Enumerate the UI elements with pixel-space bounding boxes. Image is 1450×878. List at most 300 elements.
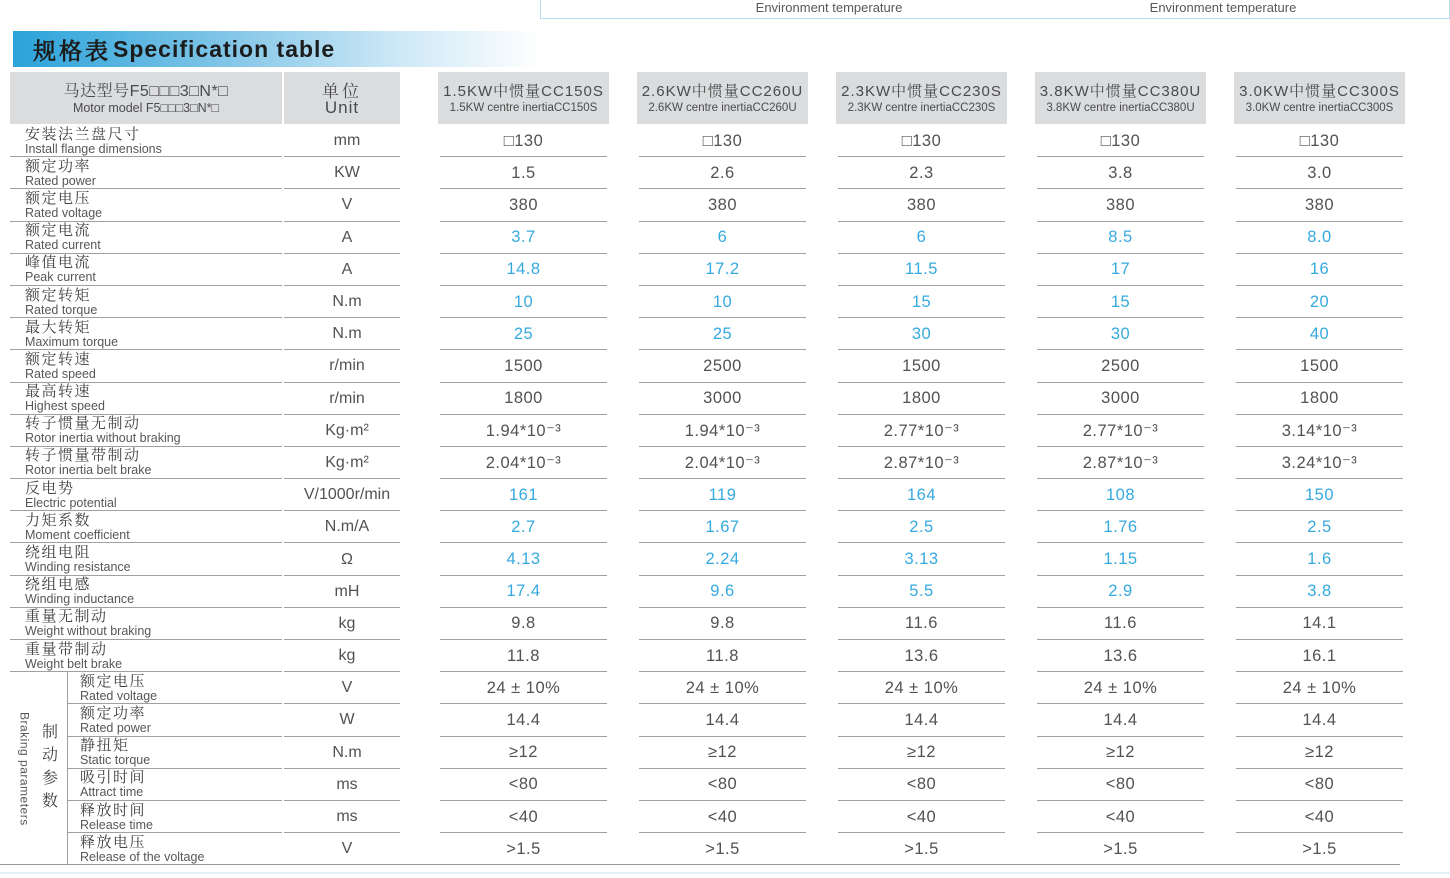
value-text: 1800 bbox=[504, 389, 543, 408]
value-cell bbox=[1021, 511, 1220, 543]
value-text: 161 bbox=[508, 485, 539, 504]
value-cell bbox=[623, 286, 822, 318]
value-text: 3.8 bbox=[1307, 582, 1332, 601]
value-cell bbox=[822, 350, 1021, 382]
value-text: 1500 bbox=[1300, 356, 1339, 375]
value-text: 24 ± 10% bbox=[1083, 678, 1158, 697]
braking-parameters-label-en: Braking parameters bbox=[17, 711, 32, 826]
value-text: >1.5 bbox=[705, 839, 740, 858]
row-unit-text: N.m bbox=[332, 293, 362, 311]
row-unit bbox=[282, 737, 412, 769]
row-label bbox=[10, 157, 282, 189]
value-cell bbox=[623, 254, 822, 286]
row-unit bbox=[282, 383, 412, 415]
row-label bbox=[10, 608, 282, 640]
value-cell bbox=[424, 511, 623, 543]
model-column-header-box bbox=[1035, 72, 1206, 124]
value-cell bbox=[822, 383, 1021, 415]
value-cell bbox=[822, 737, 1021, 769]
row-label-en: Rotor inertia belt brake bbox=[25, 463, 152, 478]
value-cell bbox=[1220, 479, 1419, 511]
row-unit-text: N.m bbox=[332, 325, 362, 343]
row-unit-text: r/min bbox=[329, 389, 365, 407]
value-cell bbox=[1220, 318, 1419, 350]
value-cell bbox=[1021, 704, 1220, 736]
value-cell bbox=[1220, 640, 1419, 672]
spacer bbox=[412, 72, 424, 125]
value-text: 11.8 bbox=[706, 646, 739, 665]
spacer bbox=[412, 189, 424, 221]
value-cell bbox=[1021, 479, 1220, 511]
value-cell bbox=[623, 350, 822, 382]
row-label bbox=[10, 415, 282, 447]
row-label bbox=[10, 511, 282, 543]
value-cell bbox=[424, 576, 623, 608]
row-unit bbox=[282, 189, 412, 221]
row-label-en: Install flange dimensions bbox=[25, 141, 162, 156]
row-unit-text: N.m/A bbox=[324, 518, 370, 536]
value-cell bbox=[822, 543, 1021, 575]
value-text: 8.5 bbox=[1108, 228, 1133, 247]
value-cell bbox=[424, 189, 623, 221]
value-text: 20 bbox=[1309, 292, 1330, 311]
value-cell bbox=[1220, 125, 1419, 157]
row-unit-text: A bbox=[341, 260, 353, 278]
row-unit-text: Kg·m² bbox=[325, 453, 369, 471]
value-text: <40 bbox=[906, 807, 937, 826]
value-cell bbox=[822, 833, 1021, 865]
value-text: 17 bbox=[1110, 260, 1131, 279]
value-text: 6 bbox=[916, 228, 927, 247]
value-text: ≥12 bbox=[509, 743, 538, 762]
model-column-header bbox=[822, 72, 1021, 125]
row-unit bbox=[282, 447, 412, 479]
model-column-header-box bbox=[438, 72, 609, 124]
braking-parameters-label-zh: 制动参数 bbox=[39, 722, 57, 815]
value-text: 16 bbox=[1309, 260, 1330, 279]
row-label-en: Highest speed bbox=[25, 399, 105, 414]
value-cell bbox=[1220, 447, 1419, 479]
value-text: 24 ± 10% bbox=[685, 678, 760, 697]
value-text: 2500 bbox=[703, 356, 742, 375]
value-cell bbox=[1021, 737, 1220, 769]
value-text: <40 bbox=[508, 807, 539, 826]
value-text: □130 bbox=[901, 131, 942, 150]
value-text: 16.1 bbox=[1302, 646, 1337, 665]
unit-header bbox=[282, 72, 412, 125]
spacer bbox=[412, 254, 424, 286]
row-label-en: Static torque bbox=[80, 753, 151, 768]
environment-box bbox=[540, 0, 1450, 19]
value-text: 2.3 bbox=[909, 163, 934, 182]
value-text: 2.77*10⁻³ bbox=[883, 421, 960, 440]
value-text: 1.6 bbox=[1307, 550, 1332, 569]
value-cell bbox=[424, 608, 623, 640]
model-column-header bbox=[1021, 72, 1220, 125]
value-text: 1.5 bbox=[511, 163, 536, 182]
model-column-header-zh: 2.6KW中惯量CC260U bbox=[641, 82, 804, 100]
value-text: 3.0 bbox=[1307, 163, 1332, 182]
value-cell bbox=[424, 157, 623, 189]
row-label-en: Electric potential bbox=[25, 495, 117, 510]
row-unit bbox=[282, 479, 412, 511]
row-label bbox=[10, 447, 282, 479]
value-text: 3.24*10⁻³ bbox=[1281, 453, 1358, 472]
row-unit bbox=[282, 543, 412, 575]
row-label-en: Weight belt brake bbox=[25, 656, 123, 671]
value-text: 17.2 bbox=[705, 260, 740, 279]
value-cell bbox=[1021, 543, 1220, 575]
spacer bbox=[412, 318, 424, 350]
spacer bbox=[412, 769, 424, 801]
row-label bbox=[10, 318, 282, 350]
value-cell bbox=[623, 769, 822, 801]
value-text: 1800 bbox=[1300, 389, 1339, 408]
value-text: 10 bbox=[513, 292, 534, 311]
row-label-en: Moment coefficient bbox=[25, 527, 130, 542]
value-text: 1.76 bbox=[1103, 517, 1138, 536]
value-text: 24 ± 10% bbox=[1282, 678, 1357, 697]
row-label-zh: 释放电压 bbox=[80, 833, 147, 851]
row-label-zh: 转子惯量带制动 bbox=[25, 447, 141, 465]
value-cell bbox=[424, 447, 623, 479]
value-cell bbox=[623, 737, 822, 769]
value-text: 380 bbox=[508, 195, 539, 214]
row-label-en: Peak current bbox=[25, 270, 96, 285]
value-text: >1.5 bbox=[904, 839, 939, 858]
row-unit bbox=[282, 125, 412, 157]
spacer bbox=[412, 801, 424, 833]
row-unit-text: V bbox=[341, 840, 353, 858]
value-text: 15 bbox=[1110, 292, 1131, 311]
spacer bbox=[412, 157, 424, 189]
motor-model-header bbox=[10, 72, 282, 125]
value-cell bbox=[822, 640, 1021, 672]
row-label-zh: 额定转速 bbox=[25, 350, 92, 368]
value-cell bbox=[424, 383, 623, 415]
environment-temperature-banner bbox=[0, 0, 1450, 19]
row-unit-text: Kg·m² bbox=[325, 421, 369, 439]
value-cell bbox=[623, 672, 822, 704]
value-text: >1.5 bbox=[1103, 839, 1138, 858]
value-text: □130 bbox=[702, 131, 743, 150]
value-cell bbox=[424, 801, 623, 833]
value-cell bbox=[424, 640, 623, 672]
value-text: 3000 bbox=[1101, 389, 1140, 408]
value-text: 9.6 bbox=[710, 582, 735, 601]
value-text: 108 bbox=[1105, 485, 1136, 504]
value-cell bbox=[623, 608, 822, 640]
value-text: 380 bbox=[1304, 195, 1335, 214]
unit-header-zh: 单位 bbox=[322, 81, 362, 101]
value-text: 40 bbox=[1309, 324, 1330, 343]
row-unit-text: V bbox=[341, 679, 353, 697]
value-text: <80 bbox=[906, 775, 937, 794]
value-cell bbox=[822, 672, 1021, 704]
row-unit bbox=[282, 222, 412, 254]
value-cell bbox=[424, 222, 623, 254]
value-cell bbox=[1220, 157, 1419, 189]
value-text: 2500 bbox=[1101, 356, 1140, 375]
section-title-en: Specification table bbox=[113, 35, 336, 62]
row-unit-text: mH bbox=[334, 582, 360, 600]
value-cell bbox=[822, 447, 1021, 479]
value-text: 17.4 bbox=[506, 582, 541, 601]
value-text: 1500 bbox=[504, 356, 543, 375]
row-label-zh: 最高转速 bbox=[25, 383, 92, 401]
value-cell bbox=[1220, 350, 1419, 382]
value-cell bbox=[1021, 833, 1220, 865]
value-cell bbox=[424, 350, 623, 382]
value-cell bbox=[1021, 222, 1220, 254]
row-unit-text: Ω bbox=[341, 550, 353, 568]
value-cell bbox=[1220, 415, 1419, 447]
row-unit bbox=[282, 286, 412, 318]
value-cell bbox=[623, 801, 822, 833]
model-column-header-box bbox=[637, 72, 808, 124]
row-label-en: Rotor inertia without braking bbox=[25, 431, 181, 446]
value-cell bbox=[623, 704, 822, 736]
value-text: 2.77*10⁻³ bbox=[1082, 421, 1159, 440]
spacer bbox=[412, 640, 424, 672]
row-unit bbox=[282, 608, 412, 640]
row-label bbox=[10, 479, 282, 511]
row-label bbox=[10, 350, 282, 382]
value-cell bbox=[623, 543, 822, 575]
unit-header-en: Unit bbox=[324, 97, 360, 117]
value-text: 14.1 bbox=[1302, 614, 1337, 633]
value-text: 1.67 bbox=[705, 517, 740, 536]
row-label-zh: 静扭矩 bbox=[80, 737, 130, 755]
row-label-zh: 最大转矩 bbox=[25, 318, 92, 336]
model-column-header-en: 3.8KW centre inertiaCC380U bbox=[1046, 101, 1195, 114]
value-text: 11.8 bbox=[507, 646, 540, 665]
value-text: 2.87*10⁻³ bbox=[883, 453, 960, 472]
value-cell bbox=[1021, 415, 1220, 447]
value-cell bbox=[623, 383, 822, 415]
value-text: 3.7 bbox=[511, 228, 536, 247]
row-unit bbox=[282, 415, 412, 447]
value-text: 25 bbox=[712, 324, 733, 343]
spacer bbox=[412, 286, 424, 318]
unit-header-box bbox=[284, 72, 400, 124]
value-cell bbox=[822, 511, 1021, 543]
value-cell bbox=[623, 189, 822, 221]
value-text: □130 bbox=[1100, 131, 1141, 150]
page-bottom-rule bbox=[0, 872, 1450, 874]
row-label-en: Rated current bbox=[25, 238, 101, 253]
value-cell bbox=[822, 704, 1021, 736]
value-text: >1.5 bbox=[506, 839, 541, 858]
value-text: 164 bbox=[906, 485, 937, 504]
row-label-zh: 反电势 bbox=[25, 479, 75, 497]
model-column-header-en: 2.3KW centre inertiaCC230S bbox=[847, 101, 996, 114]
value-cell bbox=[1021, 576, 1220, 608]
row-unit-text: W bbox=[339, 711, 355, 729]
value-text: 14.4 bbox=[705, 710, 740, 729]
value-cell bbox=[822, 318, 1021, 350]
value-text: 14.4 bbox=[506, 710, 541, 729]
value-text: 11.6 bbox=[1104, 614, 1137, 633]
value-cell bbox=[623, 640, 822, 672]
row-unit bbox=[282, 672, 412, 704]
row-unit-text: kg bbox=[338, 647, 356, 665]
row-label-zh: 吸引时间 bbox=[80, 769, 147, 787]
row-label-zh: 峰值电流 bbox=[25, 254, 92, 272]
value-cell bbox=[1220, 254, 1419, 286]
motor-model-header-box bbox=[10, 72, 282, 124]
row-label-en: Release of the voltage bbox=[80, 849, 205, 864]
model-column-header bbox=[623, 72, 822, 125]
row-unit-text: mm bbox=[333, 132, 361, 150]
motor-model-header-en: Motor model F5□□□3□N*□ bbox=[72, 100, 220, 115]
value-cell bbox=[424, 833, 623, 865]
value-cell bbox=[1021, 125, 1220, 157]
row-label bbox=[10, 189, 282, 221]
value-cell bbox=[424, 672, 623, 704]
value-cell bbox=[424, 415, 623, 447]
value-cell bbox=[822, 479, 1021, 511]
environment-temperature-label: Environment temperature bbox=[1149, 0, 1297, 15]
row-label bbox=[10, 125, 282, 157]
value-text: 14.4 bbox=[1302, 710, 1337, 729]
value-text: 150 bbox=[1304, 485, 1335, 504]
value-text: 25 bbox=[513, 324, 534, 343]
value-text: 8.0 bbox=[1307, 228, 1332, 247]
value-cell bbox=[623, 447, 822, 479]
value-cell bbox=[623, 479, 822, 511]
value-cell bbox=[623, 222, 822, 254]
model-column-header-en: 3.0KW centre inertiaCC300S bbox=[1245, 101, 1394, 114]
value-cell bbox=[1021, 157, 1220, 189]
value-cell bbox=[424, 318, 623, 350]
value-text: 380 bbox=[1105, 195, 1136, 214]
value-cell bbox=[623, 511, 822, 543]
value-text: 2.5 bbox=[1307, 517, 1332, 536]
value-cell bbox=[424, 479, 623, 511]
value-text: <80 bbox=[1105, 775, 1136, 794]
row-label-zh: 额定功率 bbox=[25, 157, 92, 175]
value-cell bbox=[1021, 350, 1220, 382]
row-label bbox=[10, 286, 282, 318]
spacer bbox=[412, 479, 424, 511]
value-text: 2.7 bbox=[511, 517, 536, 536]
row-unit bbox=[282, 704, 412, 736]
row-label-zh: 重量带制动 bbox=[25, 640, 108, 658]
spacer bbox=[412, 737, 424, 769]
value-text: ≥12 bbox=[907, 743, 936, 762]
value-cell bbox=[822, 222, 1021, 254]
row-label-zh: 额定电流 bbox=[25, 222, 92, 240]
model-column-header-box bbox=[836, 72, 1007, 124]
value-cell bbox=[1021, 769, 1220, 801]
value-cell bbox=[1220, 737, 1419, 769]
row-unit-text: A bbox=[341, 228, 353, 246]
value-text: <40 bbox=[707, 807, 738, 826]
row-label-en: Rated voltage bbox=[80, 688, 158, 703]
value-text: 3000 bbox=[703, 389, 742, 408]
row-unit bbox=[282, 511, 412, 543]
row-unit bbox=[282, 769, 412, 801]
row-label-zh: 重量无制动 bbox=[25, 608, 108, 626]
value-text: 13.6 bbox=[1103, 646, 1138, 665]
value-text: 380 bbox=[707, 195, 738, 214]
spacer bbox=[412, 350, 424, 382]
value-text: 9.8 bbox=[511, 614, 536, 633]
row-label-en: Rated torque bbox=[25, 302, 98, 317]
model-column-header-en: 1.5KW centre inertiaCC150S bbox=[449, 101, 598, 114]
value-text: >1.5 bbox=[1302, 839, 1337, 858]
value-cell bbox=[424, 769, 623, 801]
value-cell bbox=[1021, 608, 1220, 640]
row-unit bbox=[282, 318, 412, 350]
value-cell bbox=[822, 157, 1021, 189]
row-label-zh: 额定转矩 bbox=[25, 286, 92, 304]
value-text: 13.6 bbox=[904, 646, 939, 665]
value-cell bbox=[822, 769, 1021, 801]
value-text: <80 bbox=[1304, 775, 1335, 794]
value-text: 14.4 bbox=[904, 710, 939, 729]
value-cell bbox=[1021, 447, 1220, 479]
row-unit bbox=[282, 640, 412, 672]
row-label-en: Rated voltage bbox=[25, 205, 103, 220]
value-cell bbox=[424, 704, 623, 736]
value-text: 3.8 bbox=[1108, 163, 1133, 182]
specification-table bbox=[10, 72, 1440, 865]
model-column-header bbox=[424, 72, 623, 125]
model-column-header-box bbox=[1234, 72, 1405, 124]
spacer bbox=[412, 672, 424, 704]
value-cell bbox=[1021, 254, 1220, 286]
row-unit bbox=[282, 254, 412, 286]
value-text: 1.94*10⁻³ bbox=[684, 421, 761, 440]
value-text: <40 bbox=[1105, 807, 1136, 826]
value-text: 4.13 bbox=[506, 550, 541, 569]
value-cell bbox=[822, 189, 1021, 221]
value-cell bbox=[424, 254, 623, 286]
value-text: 1500 bbox=[902, 356, 941, 375]
value-text: <40 bbox=[1304, 807, 1335, 826]
value-text: 9.8 bbox=[710, 614, 735, 633]
value-text: 2.04*10⁻³ bbox=[485, 453, 562, 472]
row-label bbox=[10, 576, 282, 608]
model-column-header-zh: 3.0KW中惯量CC300S bbox=[1239, 82, 1400, 100]
section-title-zh: 规格表 bbox=[33, 37, 111, 64]
value-cell bbox=[424, 125, 623, 157]
value-cell bbox=[822, 801, 1021, 833]
model-column-header bbox=[1220, 72, 1419, 125]
spacer bbox=[412, 383, 424, 415]
value-cell bbox=[1220, 286, 1419, 318]
value-cell bbox=[623, 318, 822, 350]
model-column-header-en: 2.6KW centre inertiaCC260U bbox=[648, 101, 797, 114]
environment-temperature-label: Environment temperature bbox=[755, 0, 903, 15]
value-cell bbox=[822, 286, 1021, 318]
row-unit bbox=[282, 350, 412, 382]
row-label-zh: 绕组电阻 bbox=[25, 544, 92, 562]
value-cell bbox=[424, 543, 623, 575]
value-text: 14.4 bbox=[1103, 710, 1138, 729]
row-unit-text: ms bbox=[336, 775, 358, 793]
value-cell bbox=[424, 737, 623, 769]
row-label-en: Rated power bbox=[25, 173, 96, 188]
value-text: 30 bbox=[1110, 324, 1131, 343]
value-text: <80 bbox=[707, 775, 738, 794]
value-cell bbox=[1021, 189, 1220, 221]
value-cell bbox=[822, 608, 1021, 640]
value-text: 1.94*10⁻³ bbox=[485, 421, 562, 440]
row-unit bbox=[282, 576, 412, 608]
